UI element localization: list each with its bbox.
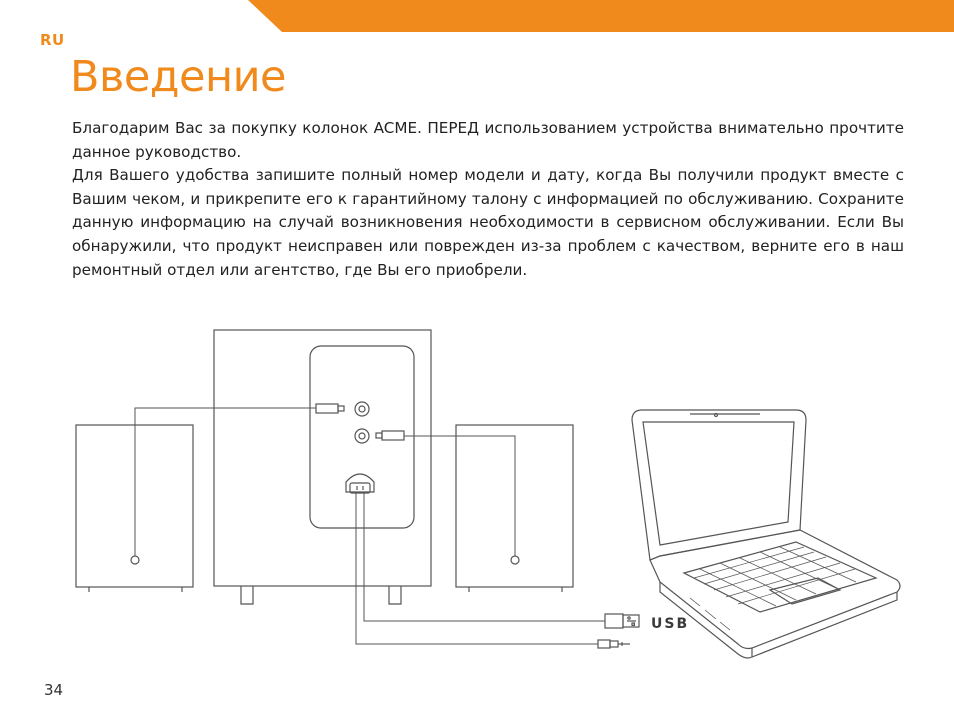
usb-plug-icon	[605, 614, 639, 628]
top-orange-band	[0, 0, 954, 34]
paragraph-1: Благодарим Вас за покупку колонок ACME. ПЕРЕД использованием устройства внимательно прочтите данное руководство.	[72, 119, 904, 161]
audio-jack-icon	[598, 640, 630, 648]
paragraph-2: Для Вашего удобства запишите полный номер модели и дату, когда Вы получили продукт вместе с Вашим чеком, и прикрепите его к гарантийному талону с информацией по обслуживанию. Сохраните данную информацию на случай возникновения необходимости в сервисном обслуживании. Если Вы обнаружили, что продукт неисправен или поврежден из-за проблем с качеством, верните его в наш ремонтный отдел или агентство, где Вы его приобрели.	[72, 166, 904, 279]
intro-text	[72, 117, 904, 282]
usb-label: USB	[651, 616, 690, 632]
page-title: Введение	[70, 52, 286, 102]
speaker-cables	[135, 408, 605, 644]
language-code: RU	[40, 31, 65, 49]
page-number: 34	[44, 681, 64, 699]
subwoofer-icon	[214, 330, 431, 604]
connection-diagram	[0, 300, 954, 680]
